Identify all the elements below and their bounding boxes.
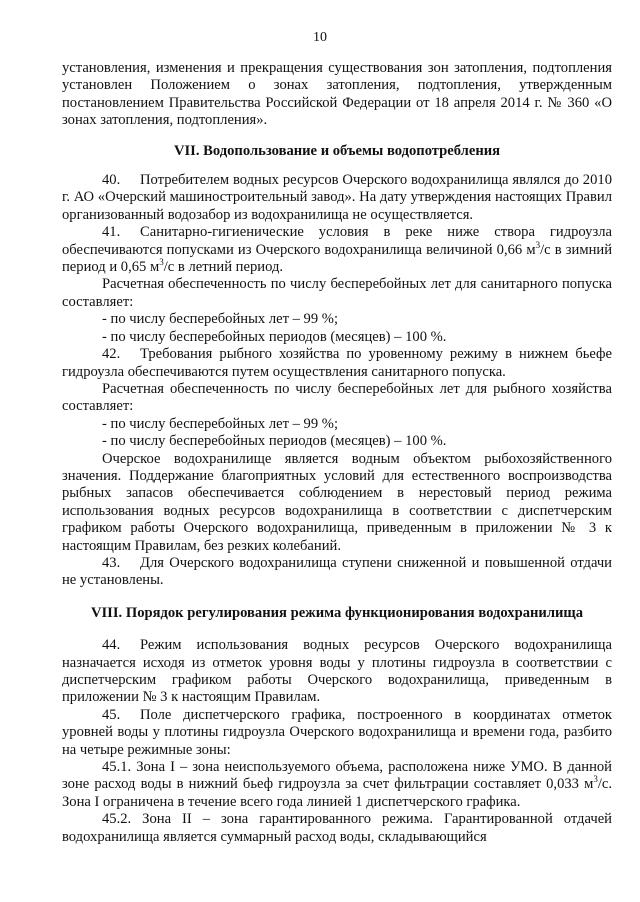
paragraph-42 xyxy=(62,346,612,381)
fishery-paragraph: Очерское водохранилище является водным объектом рыбохозяйственного значения. Поддержание благоприятных условий для естественного воспроизводства рыбных запасов обеспечивается соблюдением в нерестовый период режима использования водных ресурсов водохранилища в соответствии с диспетчерским графиком работы Очерского водохранилища, приведенным в приложении № 3 к настоящим Правилам, без резких колебаний. xyxy=(62,450,612,554)
paragraph-41 xyxy=(62,224,612,276)
section-8-heading: VIII. Порядок регулирования режима функционирования водохранилища xyxy=(90,604,584,621)
list-item: - по числу бесперебойных периодов (месяцев) – 100 %. xyxy=(102,433,447,450)
paragraph-text: Требования рыбного хозяйства по уровенному режиму в нижнем бьефе гидроузла обеспечиваются путем осуществления санитарного попуска. xyxy=(62,346,612,380)
paragraph-number: 41. xyxy=(102,224,121,241)
paragraph-text: Поле диспетчерского графика, построенного в координатах отметок уровней воды у плотины гидроузла Очерского водохранилища и времени года, разбито на четыре режимные зоны: xyxy=(62,706,612,758)
list-item: - по числу бесперебойных лет – 99 %; xyxy=(102,415,339,432)
paragraph-40 xyxy=(62,172,612,224)
paragraph-text: /с. Зона I ограничена в течение всего года линией 1 диспетчерского графика. xyxy=(62,776,612,810)
sanitary-reliability-paragraph: Расчетная обеспеченность по числу бесперебойных лет для санитарного попуска составляет: xyxy=(62,276,612,310)
paragraph-text: Для Очерского водохранилища ступени сниженной и повышенной отдачи не установлены. xyxy=(62,554,612,589)
paragraph-45-2: 45.2. Зона II – зона гарантированного режима. Гарантированной отдачей водохранилища является суммарный расход воды, складывающийся xyxy=(62,811,612,845)
paragraph-45-1 xyxy=(62,759,612,811)
fishery-reliability-paragraph: Расчетная обеспеченность по числу бесперебойных лет для рыбного хозяйства составляет: xyxy=(62,380,612,415)
paragraph-number: 43. xyxy=(102,554,121,571)
paragraph-43 xyxy=(62,555,612,590)
paragraph-44 xyxy=(62,637,612,707)
paragraph-number: 40. xyxy=(102,172,121,189)
section-7-heading: VII. Водопользование и объемы водопотребления xyxy=(173,142,501,159)
superscript: 3 xyxy=(159,257,164,268)
superscript: 3 xyxy=(535,239,541,250)
paragraph-45 xyxy=(62,707,612,759)
paragraph-number: 45. xyxy=(102,706,121,723)
list-item: - по числу бесперебойных лет – 99 %; xyxy=(102,311,339,328)
paragraph-text: Санитарно-гигиенические условия в реке ниже створа гидроузла обеспечиваются попусками из Очерского водохранилища величиной 0,66 м xyxy=(62,224,612,258)
paragraph-text: /с в зимний период и 0,65 м xyxy=(62,241,613,276)
paragraph-number: 42. xyxy=(102,346,121,363)
superscript: 3 xyxy=(593,774,598,785)
paragraph-text: /с в летний период. xyxy=(163,259,284,276)
page-number: 10 xyxy=(313,30,327,45)
paragraph-text: Режим использования водных ресурсов Очерского водохранилища назначается исходя из отметок уровня воды у плотины гидроузла в соответствии с диспетчерским графиком работы Очерского водохранилища, приведенным в приложении № 3 к настоящим Правилам. xyxy=(62,637,612,706)
paragraph-number: 44. xyxy=(102,637,121,654)
paragraph-text: Потребителем водных ресурсов Очерского водохранилища являлся до 2010 г. АО «Очерский машиностроительный завод». На дату утверждения настоящих Правил организованный водозабор из водохранилища не осуществляется. xyxy=(62,172,612,223)
intro-paragraph: установления, изменения и прекращения существования зон затопления, подтопления установлен Положением о зонах затопления, подтопления, утвержденным постановлением Правительства Российской Федерации от 18 апреля 2014 г. № 360 «О зонах затопления, подтопления». xyxy=(62,60,612,129)
paragraph-text: 45.1. Зона I – зона неиспользуемого объема, расположена ниже УМО. В данной зоне расход воды в нижний бьеф гидроузла за счет фильтрации составляет 0,033 м xyxy=(62,759,612,793)
document-body xyxy=(62,60,612,846)
list-item: - по числу бесперебойных периодов (месяцев) – 100 %. xyxy=(102,328,447,345)
